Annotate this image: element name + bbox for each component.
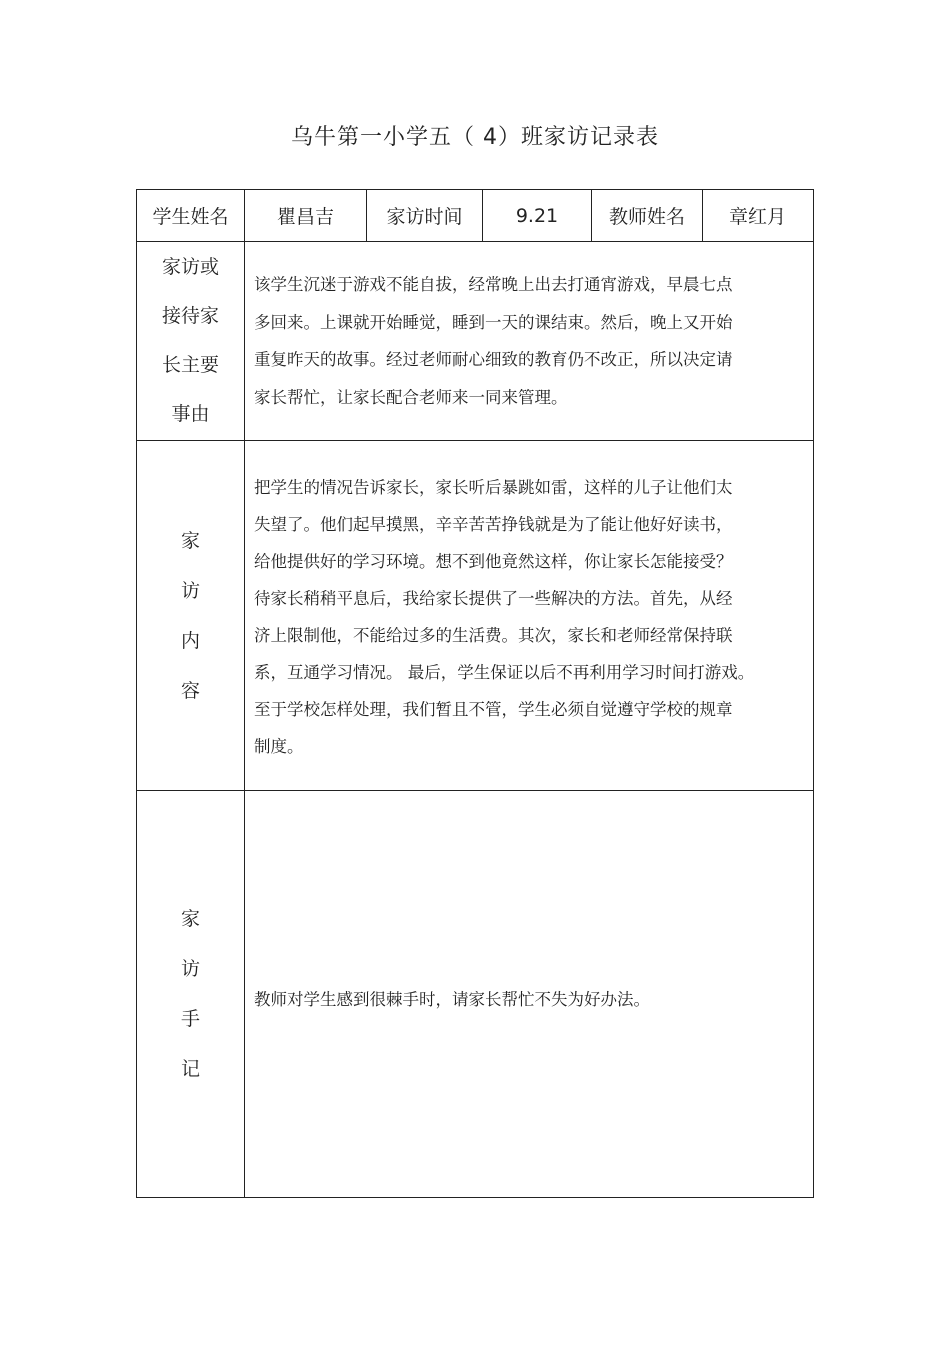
page-title: 乌牛第一小学五（ 4）班家访记录表 <box>291 125 659 150</box>
teacher-name-value: 章红月 <box>728 206 786 228</box>
content-text-line: 济上限制他，不能给过多的生活费。其次，家长和老师经常保持联 <box>254 626 733 645</box>
notes-text-line: 教师对学生感到很棘手时，请家长帮忙不失为好办法。 <box>254 990 650 1009</box>
reason-text-line: 家长帮忙，让家长配合老师来一同来管理。 <box>254 388 568 407</box>
notes-label <box>137 791 245 1197</box>
reason-label-line: 家访或 <box>161 256 219 278</box>
content-text <box>245 441 813 790</box>
content-text-line: 制度。 <box>254 737 304 756</box>
reason-text <box>245 242 813 440</box>
reason-text-line: 重复昨天的故事。经过老师耐心细致的教育仍不改正，所以决定请 <box>254 350 733 369</box>
notes-label-char: 家 <box>180 908 200 930</box>
notes-text <box>245 791 813 1197</box>
notes-label-char: 手 <box>180 1008 200 1030</box>
content-text-line: 系，互通学习情况。 最后，学生保证以后不再利用学习时间打游戏。 <box>254 663 755 682</box>
content-label <box>137 441 245 790</box>
notes-label-char: 记 <box>180 1058 200 1080</box>
notes-label-char: 访 <box>180 958 200 980</box>
home-visit-table <box>136 189 814 1198</box>
visit-time-value: 9.21 <box>483 190 592 241</box>
content-text-line: 至于学校怎样处理，我们暂且不管，学生必须自觉遵守学校的规章 <box>254 700 733 719</box>
reason-row <box>137 242 813 441</box>
content-text-line: 给他提供好的学习环境。想不到他竟然这样，你让家长怎能接受？ <box>254 552 733 571</box>
content-label-char: 内 <box>180 629 200 652</box>
reason-label-line: 事由 <box>171 403 210 425</box>
content-label-char: 家 <box>180 529 200 552</box>
content-text-line: 待家长稍稍平息后，我给家长提供了一些解决的方法。首先，从经 <box>254 589 733 608</box>
content-label-char: 访 <box>180 579 200 602</box>
student-name-value: 瞿昌吉 <box>245 190 367 241</box>
reason-label-line: 接待家 <box>161 305 219 327</box>
reason-label-line: 长主要 <box>161 354 219 376</box>
teacher-name-label: 教师姓名 <box>592 190 703 241</box>
header-row <box>137 190 813 242</box>
content-row <box>137 441 813 791</box>
notes-row <box>137 791 813 1197</box>
reason-text-line: 该学生沉迷于游戏不能自拔，经常晚上出去打通宵游戏，早晨七点 <box>254 275 733 294</box>
reason-text-line: 多回来。上课就开始睡觉，睡到一天的课结束。然后，晚上又开始 <box>254 313 733 332</box>
content-text-line: 把学生的情况告诉家长，家长听后暴跳如雷，这样的儿子让他们太 <box>254 478 733 497</box>
visit-time-label: 家访时间 <box>367 190 483 241</box>
reason-label <box>137 242 245 440</box>
student-name-label: 学生姓名 <box>137 190 245 241</box>
content-text-line: 失望了。他们起早摸黑，辛辛苦苦挣钱就是为了能让他好好读书， <box>254 515 733 534</box>
content-label-char: 容 <box>180 679 200 702</box>
